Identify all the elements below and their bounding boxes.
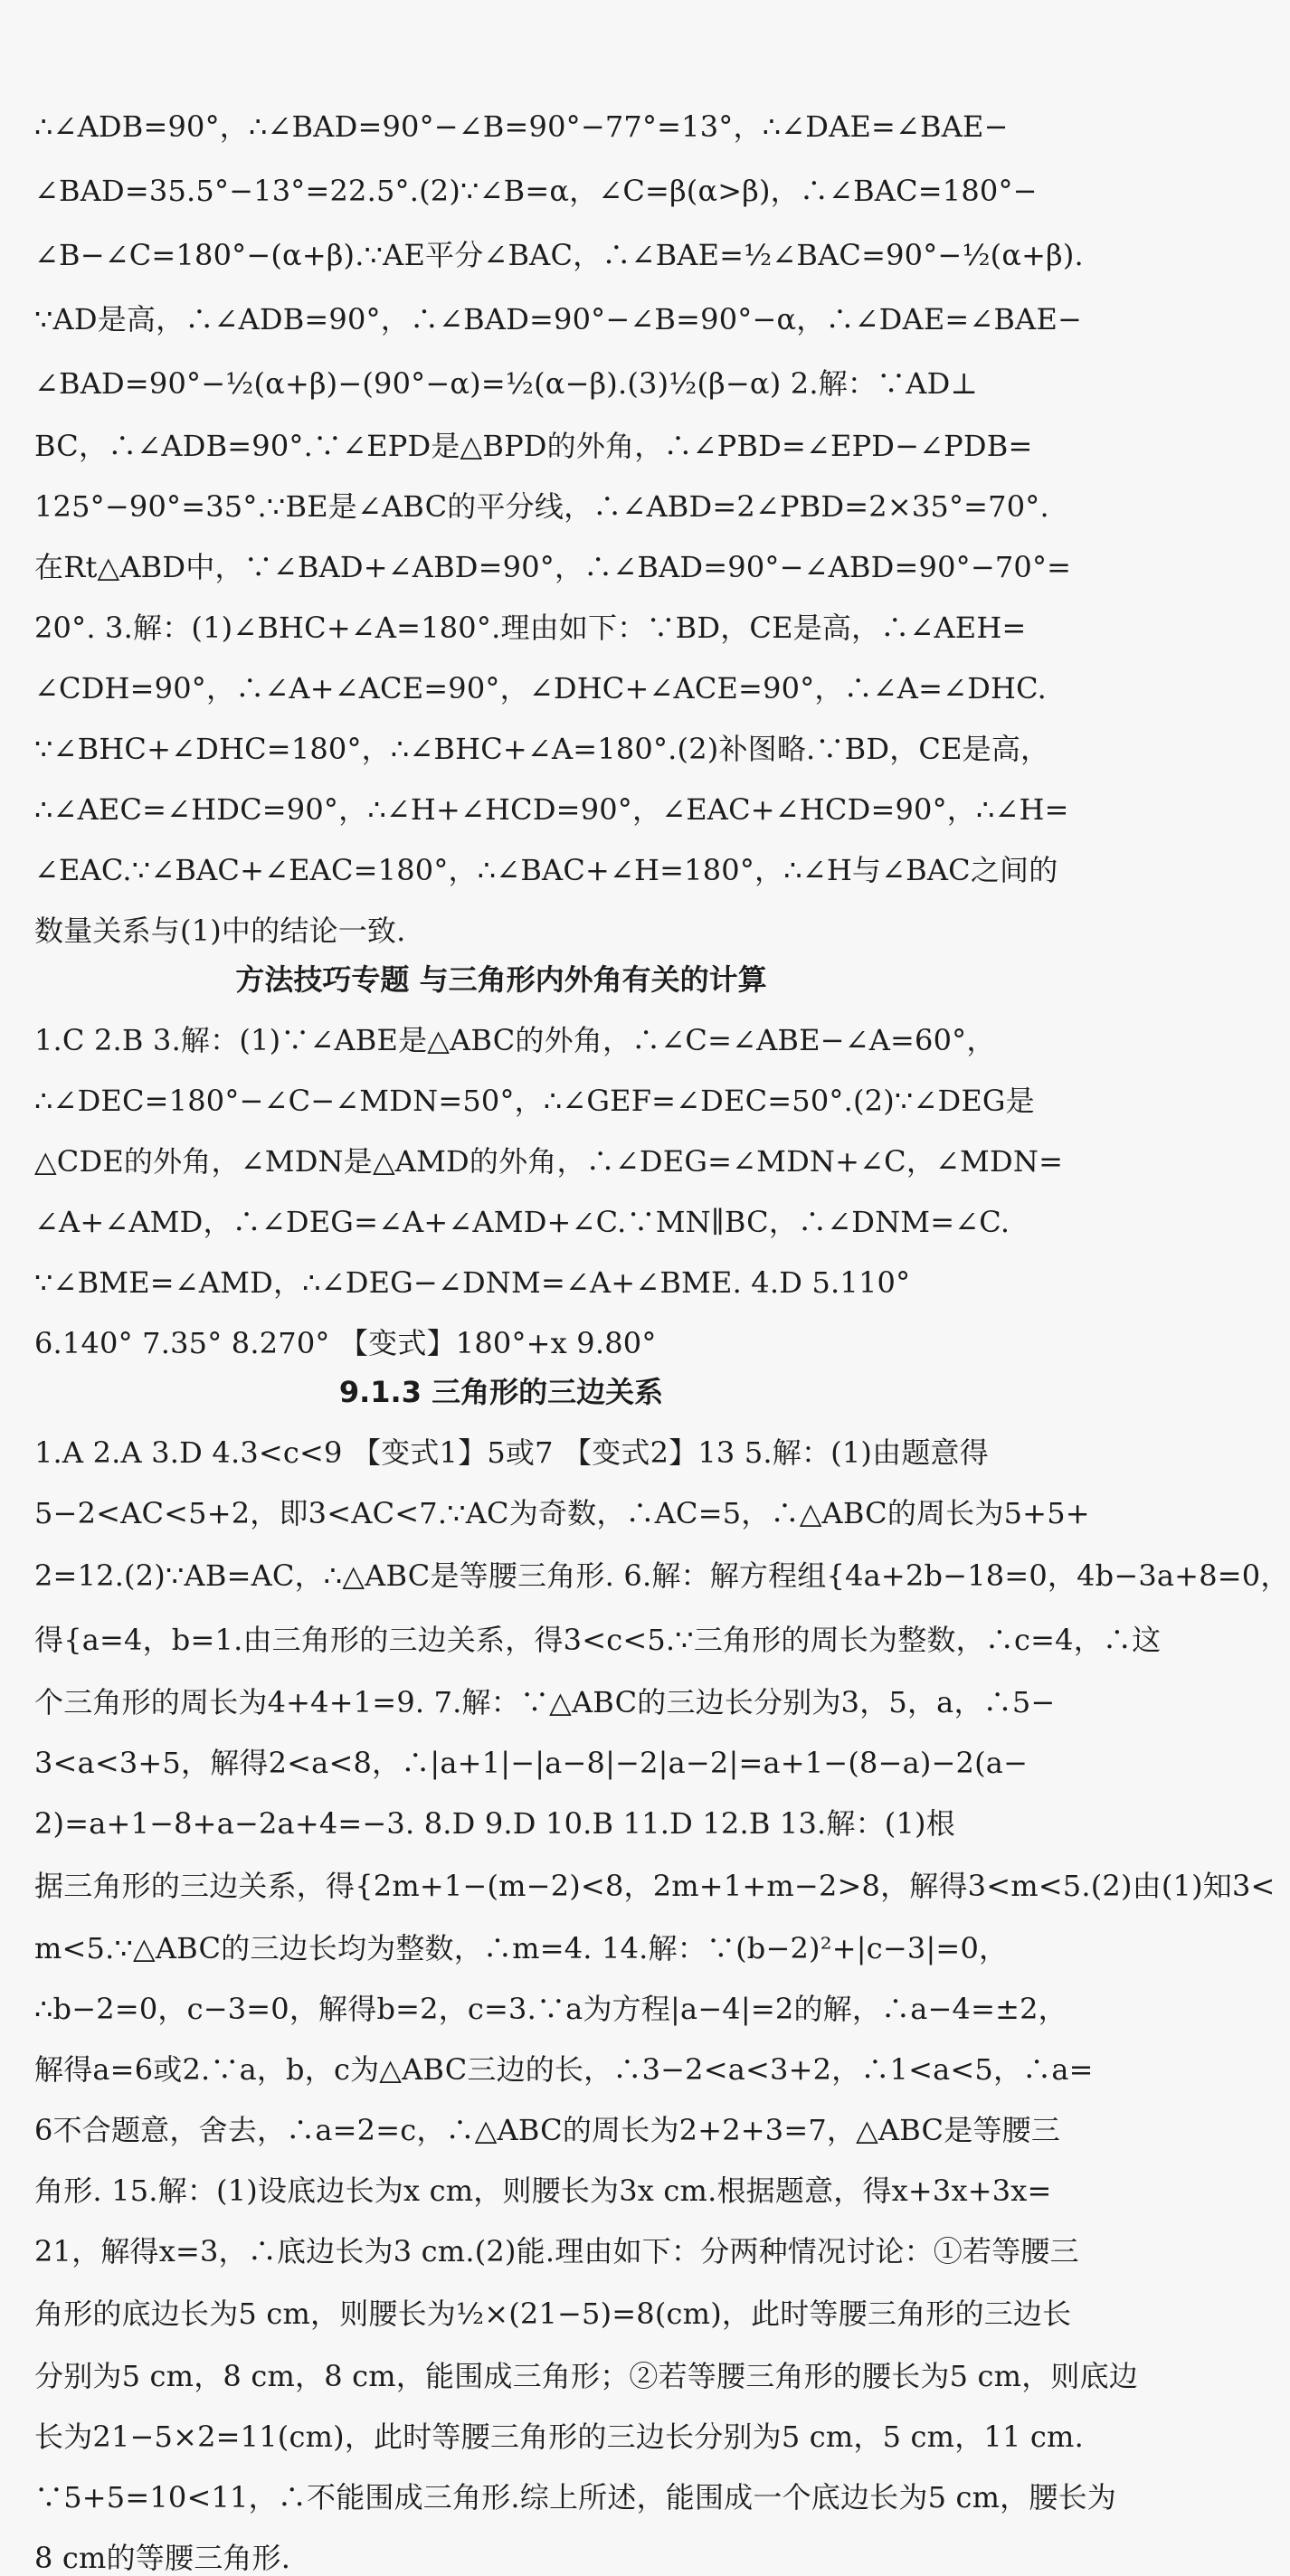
text-line: 1.A 2.A 3.D 4.3<c<9 【变式1】5或7 【变式2】13 5.解：(1)由题意得 <box>34 1435 989 1470</box>
text-line: 3<a<3+5，解得2<a<8，∴|a+1|−|a−8|−2|a−2|=a+1−(8−a)−2(a− <box>34 1746 1029 1780</box>
text-line: 21，解得x=3，∴底边长为3 cm.(2)能.理由如下：分两种情况讨论：①若等腰三 <box>34 2234 1079 2268</box>
text-line: 角形的底边长为5 cm，则腰长为½×(21−5)=8(cm)，此时等腰三角形的三边长 <box>34 2297 1072 2331</box>
section-913-answers <box>34 1435 1290 2576</box>
text-line: 2=12.(2)∵AB=AC，∴△ABC是等腰三角形. 6.解：解方程组{4a+2b−18=0，4b−3a+8=0， <box>34 1558 1290 1593</box>
answer-block-continued <box>34 107 1084 949</box>
text-line: 125°−90°=35°.∵BE是∠ABC的平分线，∴∠ABD=2∠PBD=2×35°=70°. <box>34 489 1049 524</box>
text-line: 解得a=6或2.∵a，b，c为△ABC三边的长，∴3−2<a<3+2，∴1<a<5，∴a= <box>34 2052 1094 2087</box>
text-line: 5−2<AC<5+2，即3<AC<7.∵AC为奇数，∴AC=5，∴△ABC的周长为5+5+ <box>34 1496 1090 1530</box>
text-line: 角形. 15.解：(1)设底边长为x cm，则腰长为3x cm.根据题意，得x+3x+3x= <box>34 2174 1052 2208</box>
text-line: ∠EAC.∵∠BAC+∠EAC=180°，∴∠BAC+∠H=180°，∴∠H与∠BAC之间的 <box>34 853 1058 887</box>
text-line: ∴b−2=0，c−3=0，解得b=2，c=3.∵a为方程|a−4|=2的解，∴a−4=±2， <box>34 1992 1067 2026</box>
text-line: 在Rt△ABD中，∵∠BAD+∠ABD=90°，∴∠BAD=90°−∠ABD=90°−70°= <box>34 550 1072 584</box>
text-line: ∠A+∠AMD，∴∠DEG=∠A+∠AMD+∠C.∵MN∥BC，∴∠DNM=∠C. <box>34 1205 1010 1239</box>
text-line: ∵∠BME=∠AMD，∴∠DEG−∠DNM=∠A+∠BME. 4.D 5.110° <box>34 1265 911 1300</box>
text-line: m<5.∵△ABC的三边长均为整数，∴m=4. 14.解：∵(b−2)²+|c−3|=0， <box>34 1931 1009 1965</box>
text-line: ∠BAD=90°−½(α+β)−(90°−α)=½(α−β).(3)½(β−α) 2.解：∵AD⊥ <box>34 366 978 401</box>
text-line: ∴∠AEC=∠HDC=90°，∴∠H+∠HCD=90°，∠EAC+∠HCD=90°，∴∠H= <box>34 792 1069 827</box>
text-line: ∠BAD=35.5°−13°=22.5°.(2)∵∠B=α，∠C=β(α>β)，∴∠BAC=180°− <box>34 174 1038 208</box>
text-line: 数量关系与(1)中的结论一致. <box>34 914 406 948</box>
text-line: △CDE的外角，∠MDN是△AMD的外角，∴∠DEG=∠MDN+∠C，∠MDN= <box>34 1144 1064 1179</box>
text-line: ∵∠BHC+∠DHC=180°，∴∠BHC+∠A=180°.(2)补图略.∵BD，CE是高， <box>34 732 1050 766</box>
text-line: 2)=a+1−8+a−2a+4=−3. 8.D 9.D 10.B 11.D 12.B 13.解：(1)根 <box>34 1806 955 1841</box>
text-line: ∴∠ADB=90°，∴∠BAD=90°−∠B=90°−77°=13°，∴∠DAE=∠BAE− <box>34 109 1009 144</box>
text-line: ∠B−∠C=180°−(α+β).∵AE平分∠BAC，∴∠BAE=½∠BAC=90°−½(α+β). <box>34 238 1084 272</box>
text-line: ∵AD是高，∴∠ADB=90°，∴∠BAD=90°−∠B=90°−α，∴∠DAE=∠BAE− <box>34 302 1083 336</box>
text-line: 8 cm的等腰三角形. <box>34 2541 291 2575</box>
text-line: ∴∠DEC=180°−∠C−∠MDN=50°，∴∠GEF=∠DEC=50°.(2)∵∠DEG是 <box>34 1084 1035 1118</box>
text-line: 据三角形的三边关系，得{2m+1−(m−2)<8，2m+1+m−2>8，解得3<m<5.(2)由(1)知3< <box>34 1869 1276 1903</box>
text-line: 1.C 2.B 3.解：(1)∵∠ABE是△ABC的外角，∴∠C=∠ABE−∠A=60°， <box>34 1023 996 1057</box>
section-heading-method: 方法技巧专题 与三角形内外角有关的计算 <box>235 962 767 997</box>
text-line: 分别为5 cm，8 cm，8 cm，能围成三角形；②若等腰三角形的腰长为5 cm，则底边 <box>34 2359 1138 2393</box>
text-line: 长为21−5×2=11(cm)，此时等腰三角形的三边长分别为5 cm，5 cm，11 cm. <box>34 2420 1084 2454</box>
text-line: 6.140° 7.35° 8.270° 【变式】180°+x 9.80° <box>34 1326 657 1360</box>
section-heading-913: 9.1.3 三角形的三边关系 <box>338 1375 664 1409</box>
text-line: ∠CDH=90°，∴∠A+∠ACE=90°，∠DHC+∠ACE=90°，∴∠A=∠DHC. <box>34 671 1048 706</box>
text-line: 个三角形的周长为4+4+1=9. 7.解：∵△ABC的三边长分别为3，5，a，∴5− <box>34 1685 1056 1719</box>
text-line: 6不合题意，舍去，∴a=2=c，∴△ABC的周长为2+2+3=7，△ABC是等腰三 <box>34 2113 1061 2147</box>
text-line: ∵5+5=10<11，∴不能围成三角形.综上所述，能围成一个底边长为5 cm，腰长为 <box>34 2480 1116 2514</box>
text-line: 得{a=4，b=1.由三角形的三边关系，得3<c<5.∵三角形的周长为整数，∴c=4，∴这 <box>34 1623 1162 1657</box>
section-method-answers <box>34 1022 1064 1361</box>
text-line: 20°. 3.解：(1)∠BHC+∠A=180°.理由如下：∵BD，CE是高，∴∠AEH= <box>34 611 1027 645</box>
text-line: BC，∴∠ADB=90°.∵∠EPD是△BPD的外角，∴∠PBD=∠EPD−∠PDB= <box>34 429 1033 463</box>
